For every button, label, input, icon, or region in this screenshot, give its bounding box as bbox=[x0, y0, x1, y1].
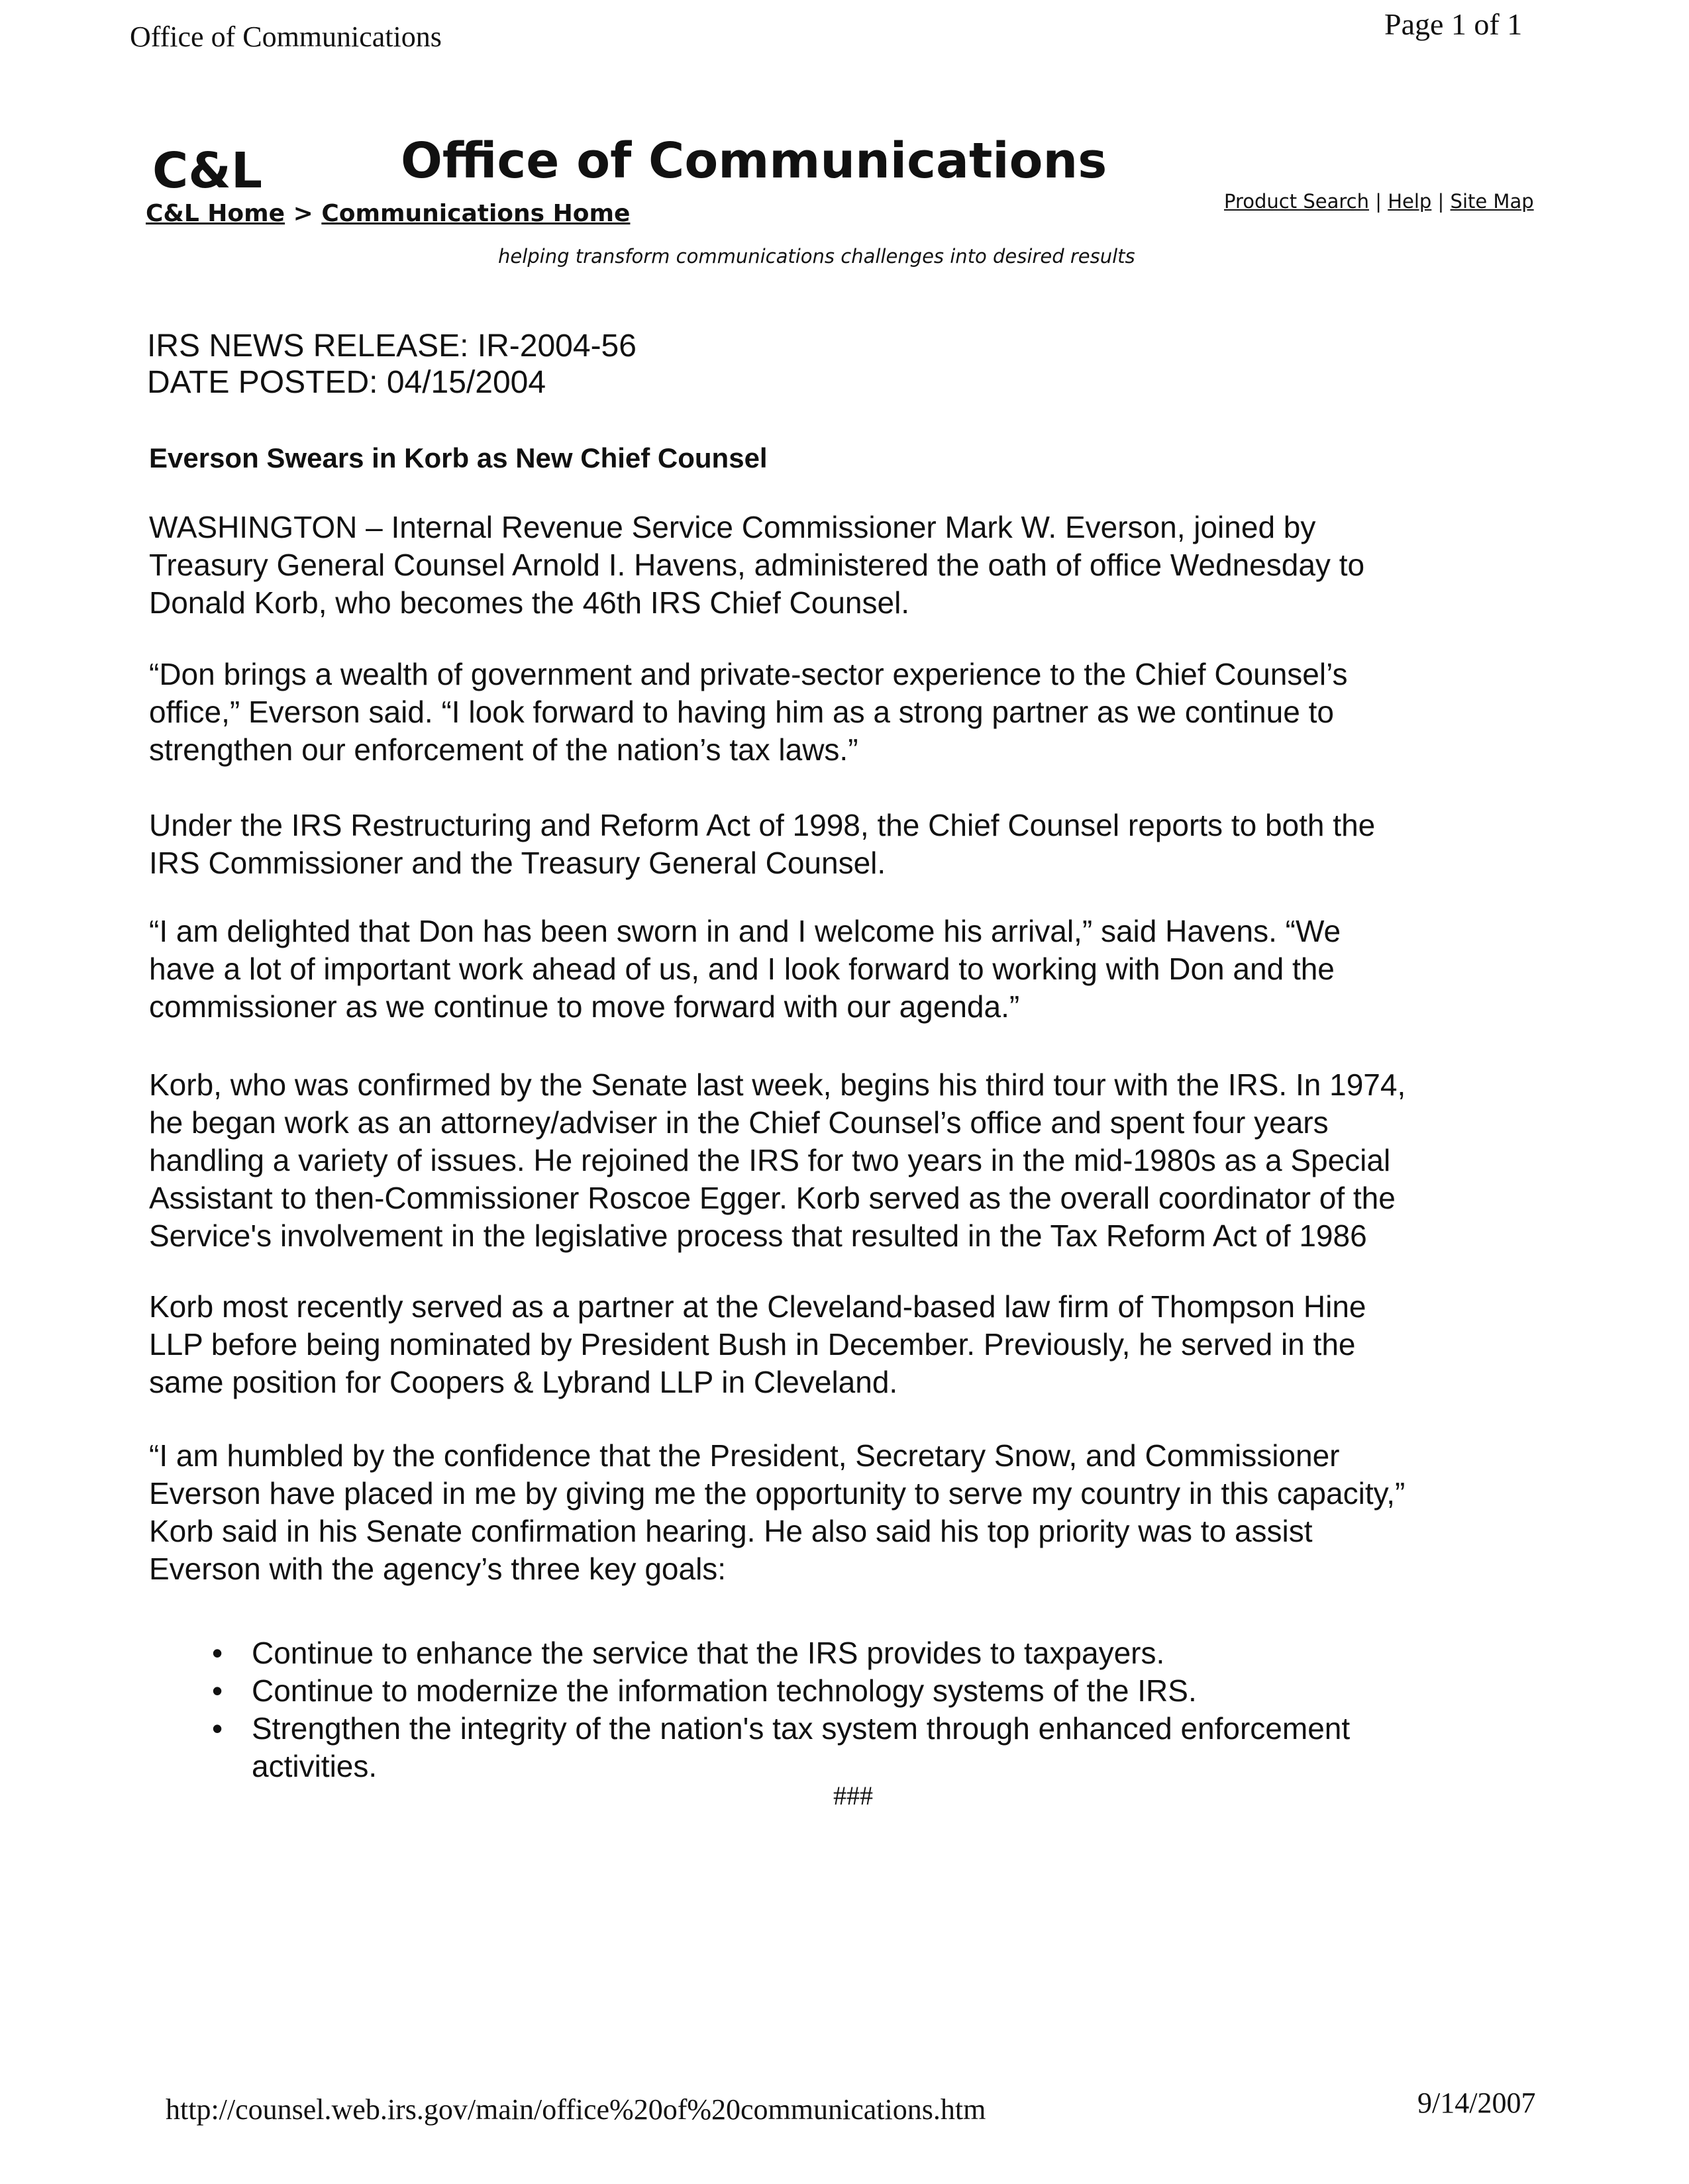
end-mark: ### bbox=[833, 1781, 873, 1811]
print-footer-url: http://counsel.web.irs.gov/main/office%20of%20communications.htm bbox=[166, 2093, 986, 2126]
utility-nav bbox=[1224, 190, 1534, 213]
goal-item bbox=[212, 1672, 1350, 1710]
article-paragraph bbox=[149, 1288, 1553, 1401]
goal-item bbox=[212, 1710, 1350, 1785]
breadcrumb bbox=[146, 200, 630, 227]
help-link[interactable]: Help bbox=[1388, 190, 1432, 213]
paragraph-line: have a lot of important work ahead of us, and I look forward to working with Don and the bbox=[149, 952, 1335, 986]
paragraph-line: same position for Coopers & Lybrand LLP in Cleveland. bbox=[149, 1365, 898, 1399]
bullet-icon: • bbox=[212, 1636, 223, 1670]
print-page-number: Page 1 of 1 bbox=[1384, 7, 1523, 41]
paragraph-line: Assistant to then-Commissioner Roscoe Egger. Korb served as the overall coordinator of the bbox=[149, 1181, 1396, 1215]
paragraph-line: Everson with the agency’s three key goals: bbox=[149, 1552, 727, 1586]
paragraph-line: Korb said in his Senate confirmation hearing. He also said his top priority was to assist bbox=[149, 1514, 1313, 1548]
goal-text: activities. bbox=[252, 1749, 378, 1783]
bullet-icon: • bbox=[212, 1673, 223, 1708]
paragraph-line: Korb, who was confirmed by the Senate last week, begins his third tour with the IRS. In 1974, bbox=[149, 1067, 1406, 1102]
paragraph-line: “I am humbled by the confidence that the President, Secretary Snow, and Commissioner bbox=[149, 1438, 1340, 1473]
paragraph-line: strengthen our enforcement of the nation’s tax laws.” bbox=[149, 732, 858, 767]
article-paragraph bbox=[149, 1437, 1553, 1588]
paragraph-line: he began work as an attorney/adviser in the Chief Counsel’s office and spent four years bbox=[149, 1105, 1329, 1140]
paragraph-line: handling a variety of issues. He rejoined the IRS for two years in the mid-1980s as a Special bbox=[149, 1143, 1391, 1177]
product-search-link[interactable]: Product Search bbox=[1224, 190, 1369, 213]
paragraph-line: Korb most recently served as a partner at the Cleveland-based law firm of Thompson Hine bbox=[149, 1289, 1366, 1324]
goal-text: Continue to enhance the service that the IRS provides to taxpayers. bbox=[252, 1636, 1165, 1670]
site-tagline: helping transform communications challenges into desired results bbox=[498, 245, 1135, 268]
article-headline: Everson Swears in Korb as New Chief Counsel bbox=[149, 442, 768, 473]
paragraph-line: Under the IRS Restructuring and Reform Act of 1998, the Chief Counsel reports to both the bbox=[149, 808, 1376, 842]
release-meta bbox=[147, 328, 637, 401]
paragraph-line: IRS Commissioner and the Treasury General Counsel. bbox=[149, 846, 886, 880]
print-header-title: Office of Communications bbox=[130, 21, 442, 53]
breadcrumb-separator: > bbox=[293, 200, 313, 227]
nav-separator: | bbox=[1375, 190, 1382, 213]
nav-separator: | bbox=[1437, 190, 1445, 213]
paragraph-line: Treasury General Counsel Arnold I. Havens, administered the oath of office Wednesday to bbox=[149, 548, 1365, 582]
paragraph-line: LLP before being nominated by President Bush in December. Previously, he served in the bbox=[149, 1327, 1356, 1362]
breadcrumb-communications-home-link[interactable]: Communications Home bbox=[321, 200, 631, 227]
article-paragraph bbox=[149, 656, 1553, 769]
goal-text: Continue to modernize the information technology systems of the IRS. bbox=[252, 1673, 1197, 1708]
article-paragraph bbox=[149, 913, 1553, 1026]
site-logo: C&L bbox=[152, 142, 262, 199]
paragraph-line: “I am delighted that Don has been sworn in and I welcome his arrival,” said Havens. “We bbox=[149, 914, 1341, 948]
article-paragraph bbox=[149, 1066, 1553, 1255]
paragraph-line: Everson have placed in me by giving me the opportunity to serve my country in this capacity,” bbox=[149, 1476, 1406, 1511]
print-footer-date: 9/14/2007 bbox=[1417, 2087, 1536, 2119]
goal-text: Strengthen the integrity of the nation's tax system through enhanced enforcement bbox=[252, 1711, 1351, 1746]
site-title: Office of Communications bbox=[401, 132, 1107, 189]
paragraph-line: commissioner as we continue to move forward with our agenda.” bbox=[149, 989, 1020, 1024]
release-number: IRS NEWS RELEASE: IR-2004-56 bbox=[147, 328, 637, 364]
paragraph-line: Service's involvement in the legislative process that resulted in the Tax Reform Act of 1986 bbox=[149, 1218, 1367, 1253]
paragraph-line: “Don brings a wealth of government and private-sector experience to the Chief Counsel’s bbox=[149, 657, 1348, 691]
release-date: DATE POSTED: 04/15/2004 bbox=[147, 365, 546, 400]
paragraph-line: office,” Everson said. “I look forward to having him as a strong partner as we continue to bbox=[149, 695, 1334, 729]
goal-item bbox=[212, 1634, 1350, 1672]
paragraph-line: WASHINGTON – Internal Revenue Service Commissioner Mark W. Everson, joined by bbox=[149, 510, 1316, 544]
article-paragraph bbox=[149, 509, 1553, 622]
site-map-link[interactable]: Site Map bbox=[1450, 190, 1534, 213]
article-paragraph bbox=[149, 807, 1553, 882]
goals-list bbox=[212, 1634, 1350, 1785]
breadcrumb-home-link[interactable]: C&L Home bbox=[146, 200, 285, 227]
bullet-icon: • bbox=[212, 1711, 223, 1746]
paragraph-line: Donald Korb, who becomes the 46th IRS Chief Counsel. bbox=[149, 585, 910, 620]
